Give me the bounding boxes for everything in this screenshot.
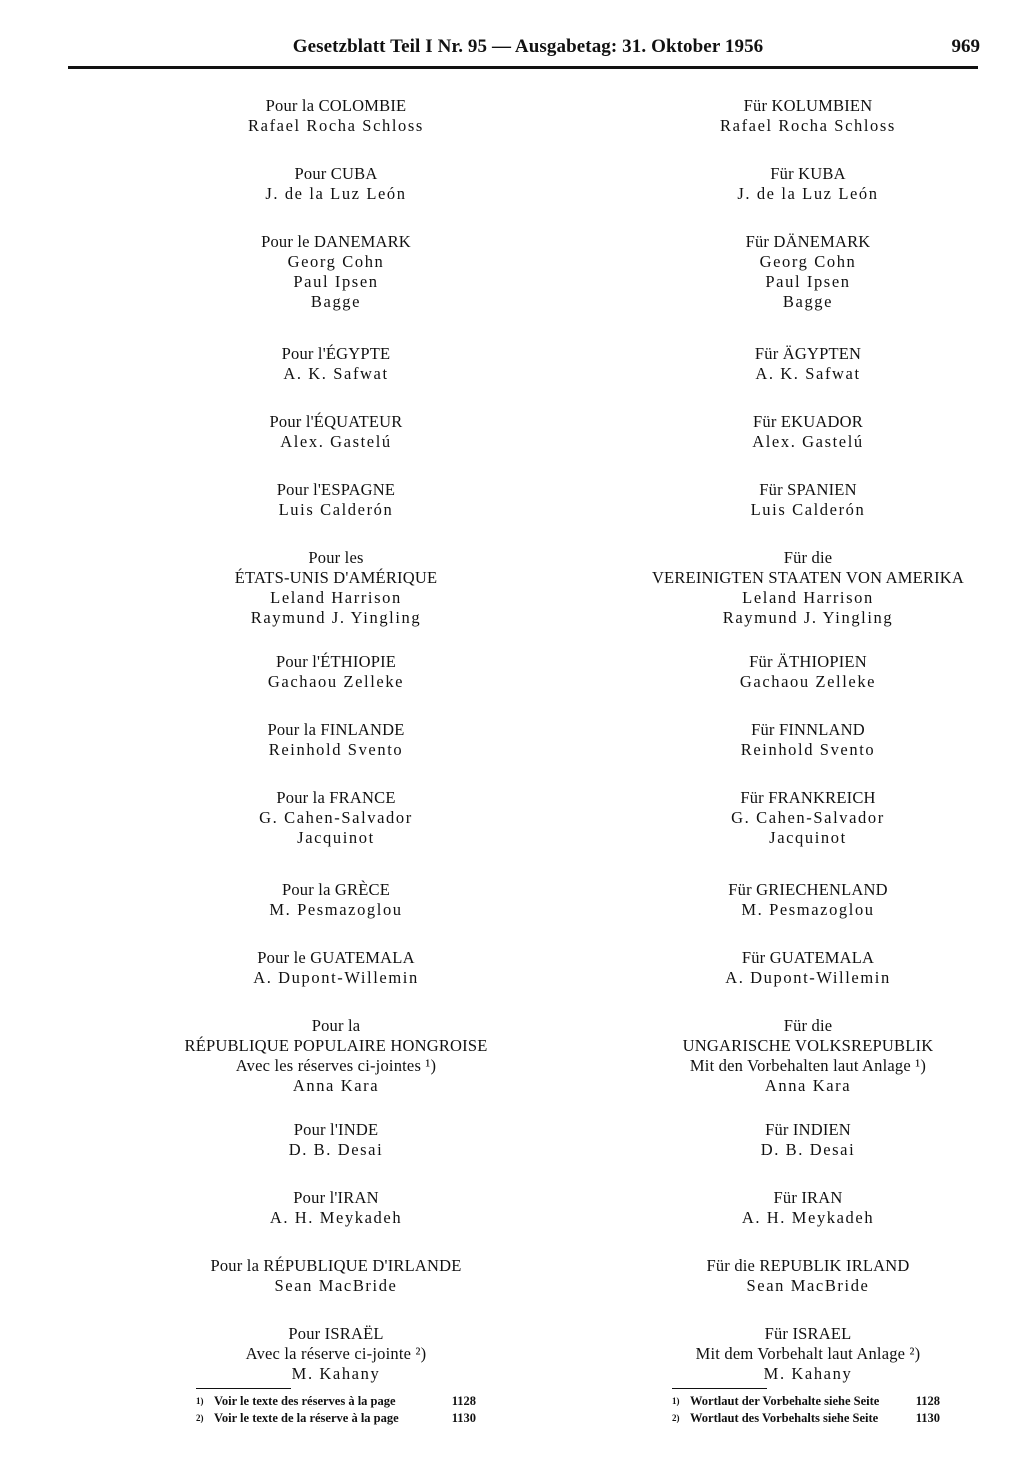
footnote-page: 1128 [915, 1394, 940, 1408]
signatory-entry [156, 1120, 516, 1160]
signatory-name: A. H. Meykadeh [741, 1208, 875, 1227]
signatory-name: Luis Calderón [278, 500, 394, 519]
signatory-name: J. de la Luz León [265, 184, 407, 203]
footnote-mark: 2) [196, 1413, 204, 1423]
french-signatories-column [156, 96, 516, 1396]
signatory-entry [628, 232, 988, 312]
signatory-name: Reinhold Svento [740, 740, 876, 759]
footnote-rule [196, 1388, 291, 1389]
signatory-entry [156, 1324, 516, 1384]
signatory-entry [156, 480, 516, 520]
signatory-name: A. K. Safwat [283, 364, 389, 383]
country-heading: Für SPANIEN [759, 480, 857, 499]
country-heading: Pour l'ÉQUATEUR [269, 412, 403, 431]
signatory-name: M. Kahany [291, 1364, 381, 1383]
signatory-entry [628, 720, 988, 760]
signatory-name: Luis Calderón [750, 500, 866, 519]
footnote-row [672, 1410, 962, 1427]
signatory-entry [156, 788, 516, 848]
signatory-name: Rafael Rocha Schloss [720, 116, 896, 135]
signatory-entry [156, 1188, 516, 1228]
signatory-entry [156, 948, 516, 988]
signatory-name: M. Pesmazoglou [269, 900, 403, 919]
country-heading: Pour l'ÉTHIOPIE [275, 652, 397, 671]
signatory-name: Raymund J. Yingling [722, 608, 894, 627]
signatory-name: G. Cahen-Salvador [259, 808, 413, 827]
footnote-text: Voir le texte des réserves à la page [214, 1394, 396, 1408]
signatory-entry [156, 548, 516, 628]
signatory-name: Raymund J. Yingling [250, 608, 422, 627]
signatory-entry [156, 96, 516, 136]
country-heading: Pour l'IRAN [293, 1188, 379, 1207]
country-heading: Pour l'ESPAGNE [276, 480, 396, 499]
signatory-name: A. H. Meykadeh [269, 1208, 403, 1227]
page-header [0, 0, 1024, 70]
signatory-entry [628, 652, 988, 692]
footnote-mark: 1) [196, 1396, 204, 1406]
signatory-entry [628, 480, 988, 520]
footnote-rule [672, 1388, 767, 1389]
footnote-text: Wortlaut des Vorbehalts siehe Seite [690, 1411, 879, 1425]
footnote-mark: 1) [672, 1396, 680, 1406]
signatory-entry [156, 652, 516, 692]
signatory-name: A. Dupont-Willemin [725, 968, 891, 987]
signatory-name: D. B. Desai [288, 1140, 384, 1159]
signatory-name: Reinhold Svento [268, 740, 404, 759]
footnote-row [196, 1410, 486, 1427]
signatory-name: Alex. Gastelú [280, 432, 392, 451]
country-heading: Pour la COLOMBIE [265, 96, 407, 115]
gazette-title: Gesetzblatt Teil I Nr. 95 — Ausgabetag: 31. Oktober 1956 [292, 36, 764, 57]
german-footnotes [672, 1388, 962, 1448]
entry-line: UNGARISCHE VOLKSREPUBLIK [682, 1036, 934, 1055]
signatory-name: M. Kahany [763, 1364, 853, 1383]
signatory-name: Gachaou Zelleke [739, 672, 877, 691]
footnote-page: 1130 [915, 1411, 940, 1425]
signatory-entry [628, 880, 988, 920]
country-heading: Für ISRAEL [764, 1324, 852, 1343]
german-signatories-column [628, 96, 988, 1396]
country-heading: Pour l'INDE [293, 1120, 379, 1139]
footnote-mark: 2) [672, 1413, 680, 1423]
signatory-entry [628, 1256, 988, 1296]
signatory-entry [156, 232, 516, 312]
signatory-name: Bagge [310, 292, 362, 311]
signatory-name: M. Pesmazoglou [741, 900, 875, 919]
country-heading: Für KOLUMBIEN [743, 96, 873, 115]
signatory-name: Jacquinot [297, 828, 375, 847]
signatory-name: Rafael Rocha Schloss [248, 116, 424, 135]
signatory-name: Paul Ipsen [765, 272, 851, 291]
country-heading: Pour la FINLANDE [267, 720, 405, 739]
country-heading: Für IRAN [773, 1188, 843, 1207]
signatory-name: D. B. Desai [760, 1140, 856, 1159]
country-heading: Für FINNLAND [751, 720, 865, 739]
signatory-name: Paul Ipsen [293, 272, 379, 291]
header-rule [68, 66, 978, 69]
signatory-name: Jacquinot [769, 828, 847, 847]
country-heading: Für INDIEN [765, 1120, 851, 1139]
signatory-name: Leland Harrison [270, 588, 402, 607]
footnote-page: 1130 [451, 1411, 476, 1425]
signatory-name: Anna Kara [292, 1076, 380, 1095]
country-heading: Pour la GRÈCE [281, 880, 390, 899]
country-heading: Für GUATEMALA [741, 948, 875, 967]
signatory-name: Leland Harrison [742, 588, 874, 607]
country-heading: Für ÄGYPTEN [754, 344, 862, 363]
signatory-name: Bagge [782, 292, 834, 311]
entry-line: Avec la réserve ci-jointe ²) [245, 1344, 427, 1363]
footnote-row [672, 1393, 962, 1410]
country-heading: Pour la [311, 1016, 361, 1035]
signatory-entry [628, 164, 988, 204]
country-heading: Für ÄTHIOPIEN [749, 652, 867, 671]
footnote-text: Voir le texte de la réserve à la page [214, 1411, 399, 1425]
signatory-entry [628, 1188, 988, 1228]
signatory-name: Anna Kara [764, 1076, 852, 1095]
entry-line: Mit dem Vorbehalt laut Anlage ²) [695, 1344, 921, 1363]
signatory-entry [156, 412, 516, 452]
footnote-row [196, 1393, 486, 1410]
signatory-name: Sean MacBride [746, 1276, 870, 1295]
country-heading: Für die [783, 548, 833, 567]
country-heading: Für EKUADOR [753, 412, 863, 431]
signatory-entry [628, 548, 988, 628]
country-heading: Für FRANKREICH [740, 788, 876, 807]
signatory-name: Alex. Gastelú [752, 432, 864, 451]
country-heading: Pour l'ÉGYPTE [281, 344, 391, 363]
entry-line: Mit den Vorbehalten laut Anlage ¹) [689, 1056, 927, 1075]
country-heading: Pour le GUATEMALA [257, 948, 415, 967]
country-heading: Pour ISRAËL [288, 1324, 384, 1343]
signatory-entry [628, 412, 988, 452]
signatory-name: Georg Cohn [759, 252, 857, 271]
signatory-entry [628, 1016, 988, 1096]
signatory-entry [156, 880, 516, 920]
signatory-name: G. Cahen-Salvador [731, 808, 885, 827]
country-heading: Pour le DANEMARK [261, 232, 411, 251]
country-heading: Pour la FRANCE [276, 788, 396, 807]
footnote-text: Wortlaut der Vorbehalte siehe Seite [690, 1394, 880, 1408]
country-heading: Für GRIECHENLAND [728, 880, 888, 899]
country-heading: Pour CUBA [294, 164, 378, 183]
page-number: 969 [951, 36, 980, 57]
entry-line: Avec les réserves ci-jointes ¹) [235, 1056, 437, 1075]
entry-line: VEREINIGTEN STAATEN VON AMERIKA [651, 568, 965, 587]
signatory-name: Georg Cohn [287, 252, 385, 271]
signatory-entry [156, 1256, 516, 1296]
signatory-entry [156, 344, 516, 384]
signatory-name: A. K. Safwat [755, 364, 861, 383]
country-heading: Pour la RÉPUBLIQUE D'IRLANDE [210, 1256, 462, 1275]
footnote-page: 1128 [451, 1394, 476, 1408]
entry-line: ÉTATS-UNIS D'AMÉRIQUE [234, 568, 438, 587]
signatory-entry [156, 164, 516, 204]
signatory-name: Sean MacBride [274, 1276, 398, 1295]
signatory-name: Gachaou Zelleke [267, 672, 405, 691]
signatory-entry [628, 96, 988, 136]
signatory-entry [156, 1016, 516, 1096]
signatory-entry [628, 788, 988, 848]
signatory-entry [628, 1120, 988, 1160]
country-heading: Für DÄNEMARK [745, 232, 871, 251]
signatory-entry [156, 720, 516, 760]
french-footnotes [196, 1388, 486, 1448]
signatory-entry [628, 1324, 988, 1384]
entry-line: RÉPUBLIQUE POPULAIRE HONGROISE [184, 1036, 488, 1055]
country-heading: Pour les [308, 548, 364, 567]
country-heading: Für die [783, 1016, 833, 1035]
signatory-name: A. Dupont-Willemin [253, 968, 419, 987]
signatory-entry [628, 344, 988, 384]
country-heading: Für KUBA [770, 164, 846, 183]
signatory-entry [628, 948, 988, 988]
signatory-name: J. de la Luz León [737, 184, 879, 203]
country-heading: Für die REPUBLIK IRLAND [706, 1256, 910, 1275]
